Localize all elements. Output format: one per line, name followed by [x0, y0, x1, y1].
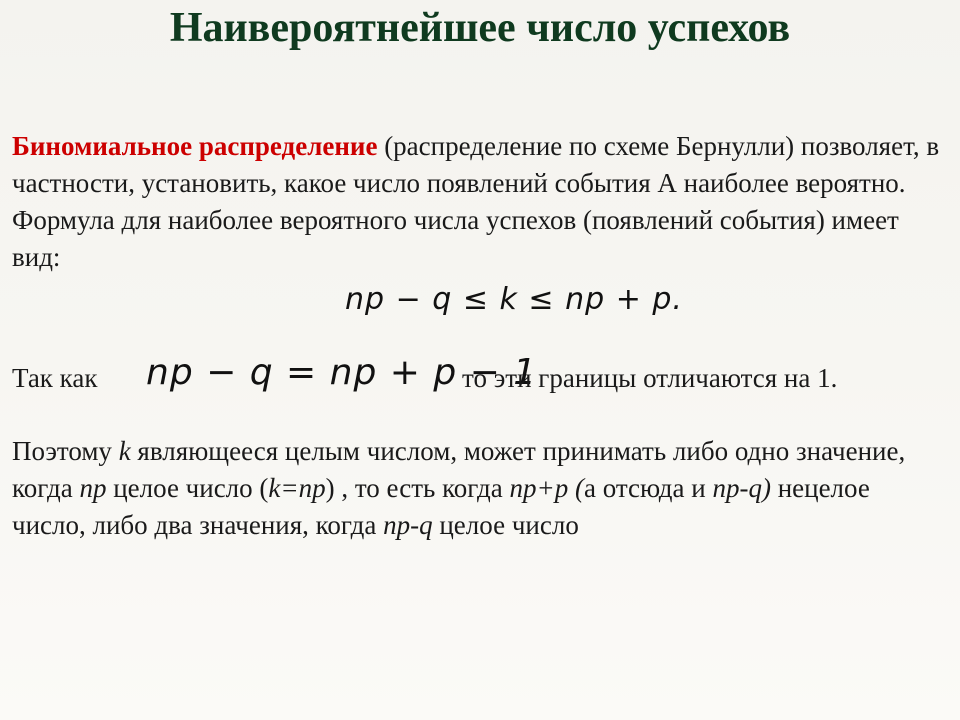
text-segment: целое число ( [106, 473, 269, 503]
expr-np-plus-p: np+p ( [509, 473, 584, 503]
highlight-term: Биномиальное распределение [12, 131, 378, 161]
text-segment: ) , то есть когда [325, 473, 510, 503]
slide-title: Наивероятнейшее число успехов [169, 5, 791, 51]
formula-equality: np − q = np + p − 1 [146, 352, 538, 393]
expr-np-minus-q: np-q) [712, 473, 771, 503]
expr-k-eq-np: k=np [268, 473, 326, 503]
since-label: Так как [12, 363, 98, 393]
formula-inequality: np − q ≤ k ≤ np + p. [345, 282, 683, 317]
text-segment: целое число [432, 510, 579, 540]
expr-np-minus-q: np-q [383, 510, 433, 540]
text-segment: Поэтому [12, 436, 119, 466]
paragraph-binomial [12, 128, 948, 276]
text-segment: нецелое число, либо два значения, когда [12, 473, 870, 540]
since-conclusion: то эти границы отличаются на 1. [462, 363, 838, 393]
text-segment: являющееся целым числом, может принимать либо одно значение, когда [12, 436, 906, 503]
paragraph-text: (распределение по схеме Бернулли) позволяет, в частности, установить, какое число появлений события А наиболее вероятно. Формула для наиболее вероятного числа успехов (появлений события) имеет вид: [12, 131, 940, 272]
text-segment: а отсюда и [583, 473, 713, 503]
row-since [0, 352, 960, 404]
paragraph-conclusion [12, 433, 948, 544]
expr-np: np [79, 473, 107, 503]
var-k: k [118, 436, 131, 466]
